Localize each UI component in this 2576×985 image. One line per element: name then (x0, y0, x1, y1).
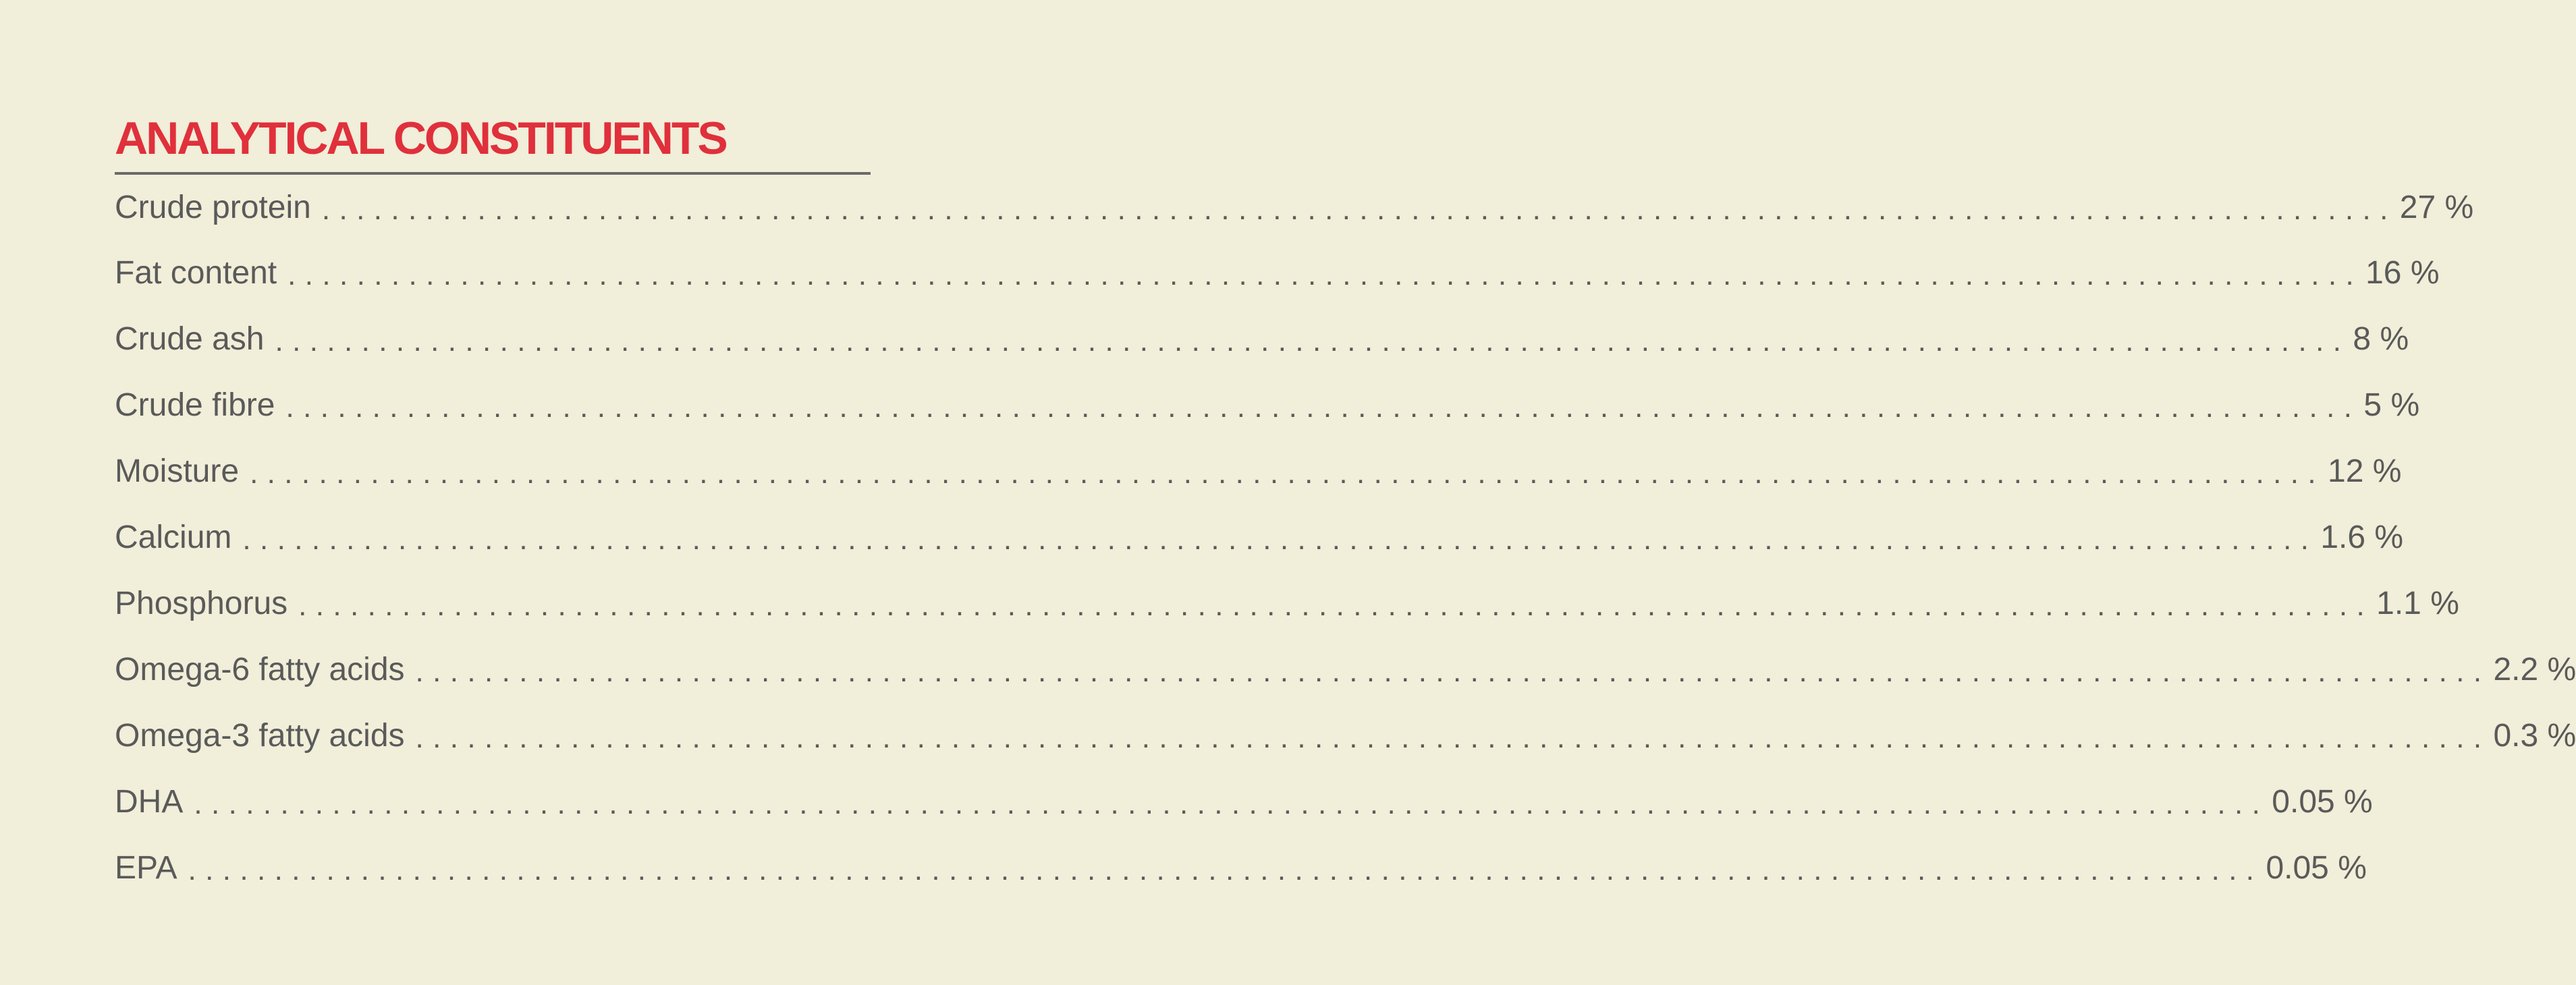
constituent-row-epa (115, 835, 2367, 901)
constituent-label: Calcium (115, 519, 232, 555)
constituent-value: 2.2 % (2493, 651, 2576, 687)
constituent-value: 27 % (2399, 189, 2474, 225)
constituents-list (115, 175, 2576, 901)
dot-leader: ........................................................................................................................ (242, 523, 2318, 556)
dot-leader: ........................................................................................................................ (298, 589, 2374, 622)
dot-leader: ........................................................................................................................ (415, 655, 2491, 688)
constituent-row-omega-3 (115, 702, 2576, 768)
constituent-row-crude-protein (115, 175, 2474, 240)
constituent-row-crude-ash (115, 306, 2409, 372)
constituent-value: 1.1 % (2376, 585, 2459, 621)
constituent-value: 0.3 % (2493, 717, 2576, 754)
dot-leader: ........................................................................................................................ (194, 787, 2270, 820)
dot-leader: ........................................................................................................................ (321, 193, 2397, 226)
constituent-label: Omega-3 fatty acids (115, 717, 405, 754)
constituent-row-phosphorus (115, 570, 2459, 636)
constituent-label: Omega-6 fatty acids (115, 651, 405, 687)
dot-leader: ........................................................................................................................ (285, 391, 2361, 424)
constituent-row-fat-content (115, 240, 2440, 306)
constituent-label: DHA (115, 783, 184, 820)
constituent-row-omega-6 (115, 636, 2576, 702)
constituent-value: 16 % (2365, 254, 2440, 291)
constituent-value: 8 % (2353, 320, 2409, 357)
constituent-label: Moisture (115, 453, 240, 489)
constituent-row-moisture (115, 438, 2402, 504)
dot-leader: ........................................................................................................................ (250, 457, 2326, 490)
constituent-row-crude-fibre (115, 372, 2420, 438)
dot-leader: ........................................................................................................................ (188, 853, 2264, 886)
constituent-label: Crude fibre (115, 387, 275, 423)
constituent-label: Phosphorus (115, 585, 288, 621)
constituent-label: Fat content (115, 254, 277, 291)
dot-leader: ........................................................................................................................ (275, 325, 2351, 358)
analytical-constituents-panel (115, 108, 2576, 901)
constituent-label: Crude ash (115, 320, 265, 357)
constituent-value: 0.05 % (2266, 849, 2367, 886)
constituent-label: Crude protein (115, 189, 311, 225)
constituent-value: 5 % (2363, 387, 2420, 423)
constituent-row-calcium (115, 504, 2404, 570)
constituent-row-dha (115, 768, 2373, 835)
constituent-value: 1.6 % (2320, 519, 2404, 555)
dot-leader: ........................................................................................................................ (415, 721, 2491, 754)
constituent-label: EPA (115, 849, 177, 886)
constituent-value: 0.05 % (2272, 783, 2373, 820)
constituent-value: 12 % (2328, 453, 2402, 489)
dot-leader: ........................................................................................................................ (287, 258, 2363, 291)
section-title: ANALYTICAL CONSTITUENTS (115, 113, 726, 164)
